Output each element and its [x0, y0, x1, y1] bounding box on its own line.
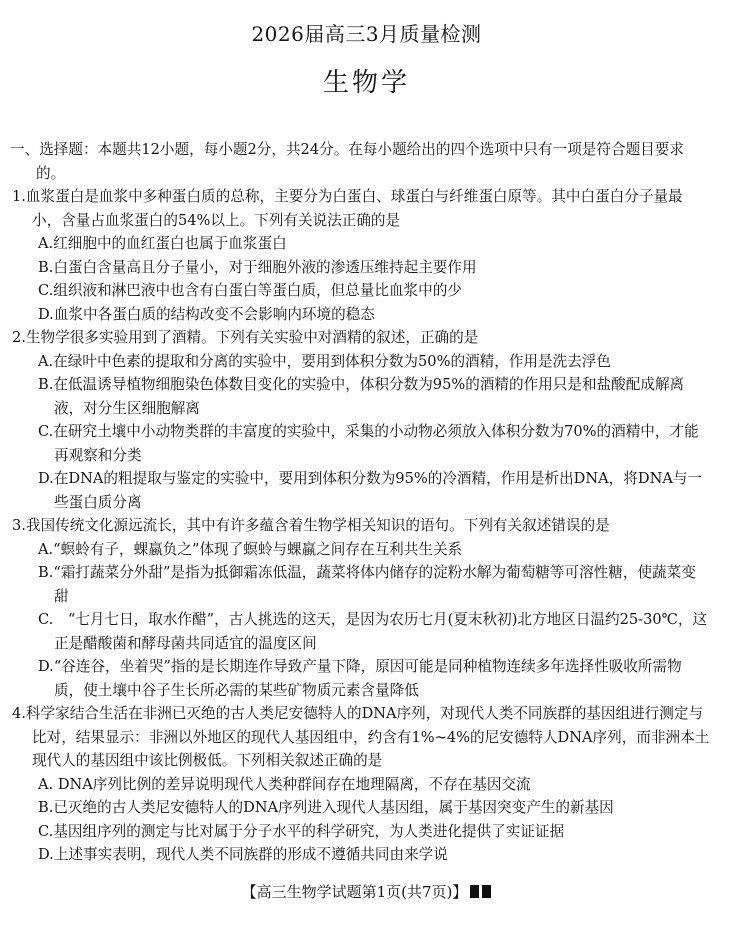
- page-number-label: 【高三生物学试题第1页(共7页)】: [241, 883, 468, 901]
- option-a: A.“螟蛉有子，蜾蠃负之”体现了螟蛉与蜾蠃之间存在互利共生关系: [38, 540, 463, 558]
- corner-mark-icon: [482, 885, 491, 898]
- option-a: A.在绿叶中色素的提取和分离的实验中，要用到体积分数为50%的酒精，作用是洗去浮色: [38, 352, 611, 370]
- option-b: B.“霜打蔬菜分外甜”是指为抵御霜冻低温，蔬菜将体内储存的淀粉水解为葡萄糖等可溶性糖，使蔬菜变甜: [38, 564, 696, 605]
- option-c: C.在研究土壤中小动物类群的丰富度的实验中，采集的小动物必须放入体积分数为70%的酒精中，才能再观察和分类: [38, 423, 699, 464]
- question-content: [10, 138, 710, 867]
- section-intro: 一、选择题：本题共12小题，每小题2分，共24分。在每小题给出的四个选项中只有一项是符合题目要求的。: [10, 141, 684, 182]
- exam-title: 2026届高三3月质量检测: [251, 22, 482, 46]
- page-footer: [0, 881, 733, 902]
- subject-title: 生物学: [322, 68, 410, 98]
- question-1: [10, 185, 710, 326]
- option-c: C.组织液和淋巴液中也含有白蛋白等蛋白质，但总量比血浆中的少: [38, 282, 462, 299]
- option-b: B.在低温诱导植物细胞染色体数目变化的实验中，体积分数为95%的酒精的作用只是和盐酸配成解离液，对分生区细胞解离: [38, 376, 685, 417]
- option-d: D.“谷连谷，坐着哭”指的是长期连作导致产量下降，原因可能是同种植物连续多年选择性吸收所需物质，使土壤中谷子生长所必需的某些矿物质元素含量降低: [38, 658, 682, 699]
- option-d: D.血浆中各蛋白质的结构改变不会影响内环境的稳态: [38, 305, 375, 323]
- question-stem: 3.我国传统文化源远流长，其中有许多蕴含着生物学相关知识的语句。下列有关叙述错误的是: [12, 517, 610, 534]
- question-stem: 2.生物学很多实验用到了酒精。下列有关实验中对酒精的叙述，正确的是: [12, 329, 479, 346]
- option-a: A.红细胞中的血红蛋白也属于血浆蛋白: [38, 235, 287, 252]
- corner-mark-icon: [470, 885, 479, 898]
- option-d: D.上述事实表明，现代人类不同族群的形成不遵循共同由来学说: [38, 846, 448, 863]
- question-2: [10, 326, 710, 514]
- question-stem: 1.血浆蛋白是血浆中多种蛋白质的总称，主要分为白蛋白、球蛋白与纤维蛋白原等。其中白蛋白分子量最小，含量占血浆蛋白的54%以上。下列有关说法正确的是: [12, 188, 683, 229]
- question-4: [10, 702, 710, 867]
- option-a: A. DNA序列比例的差异说明现代人类种群间存在地理隔离，不存在基因交流: [38, 775, 531, 793]
- option-b: B.已灭绝的古人类尼安德特人的DNA序列进入现代人基因组，属于基因突变产生的新基因: [38, 799, 614, 816]
- question-stem: 4.科学家结合生活在非洲已灭绝的古人类尼安德特人的DNA序列，对现代人类不同族群的基因组进行测定与比对，结果显示：非洲以外地区的现代人基因组中，约含有1%~4%的尼安德特人DNA序列，而非洲本土现代人的基因组中该比例极低。下列相关叙述正确的是: [12, 705, 710, 769]
- option-d: D.在DNA的粗提取与鉴定的实验中，要用到体积分数为95%的冷酒精，作用是析出DNA，将DNA与一些蛋白质分离: [38, 470, 703, 511]
- option-c: C.基因组序列的测定与比对属于分子水平的科学研究，为人类进化提供了实证证据: [38, 822, 565, 840]
- option-b: B.白蛋白含量高且分子量小，对于细胞外液的渗透压维持起主要作用: [38, 258, 477, 276]
- option-c: C. “七月七日，取水作醋”，古人挑选的这天，是因为农历七月(夏末秋初)北方地区日温约25-30℃，这正是醋酸菌和酵母菌共同适宜的温度区间: [38, 611, 708, 652]
- question-3: [10, 514, 710, 702]
